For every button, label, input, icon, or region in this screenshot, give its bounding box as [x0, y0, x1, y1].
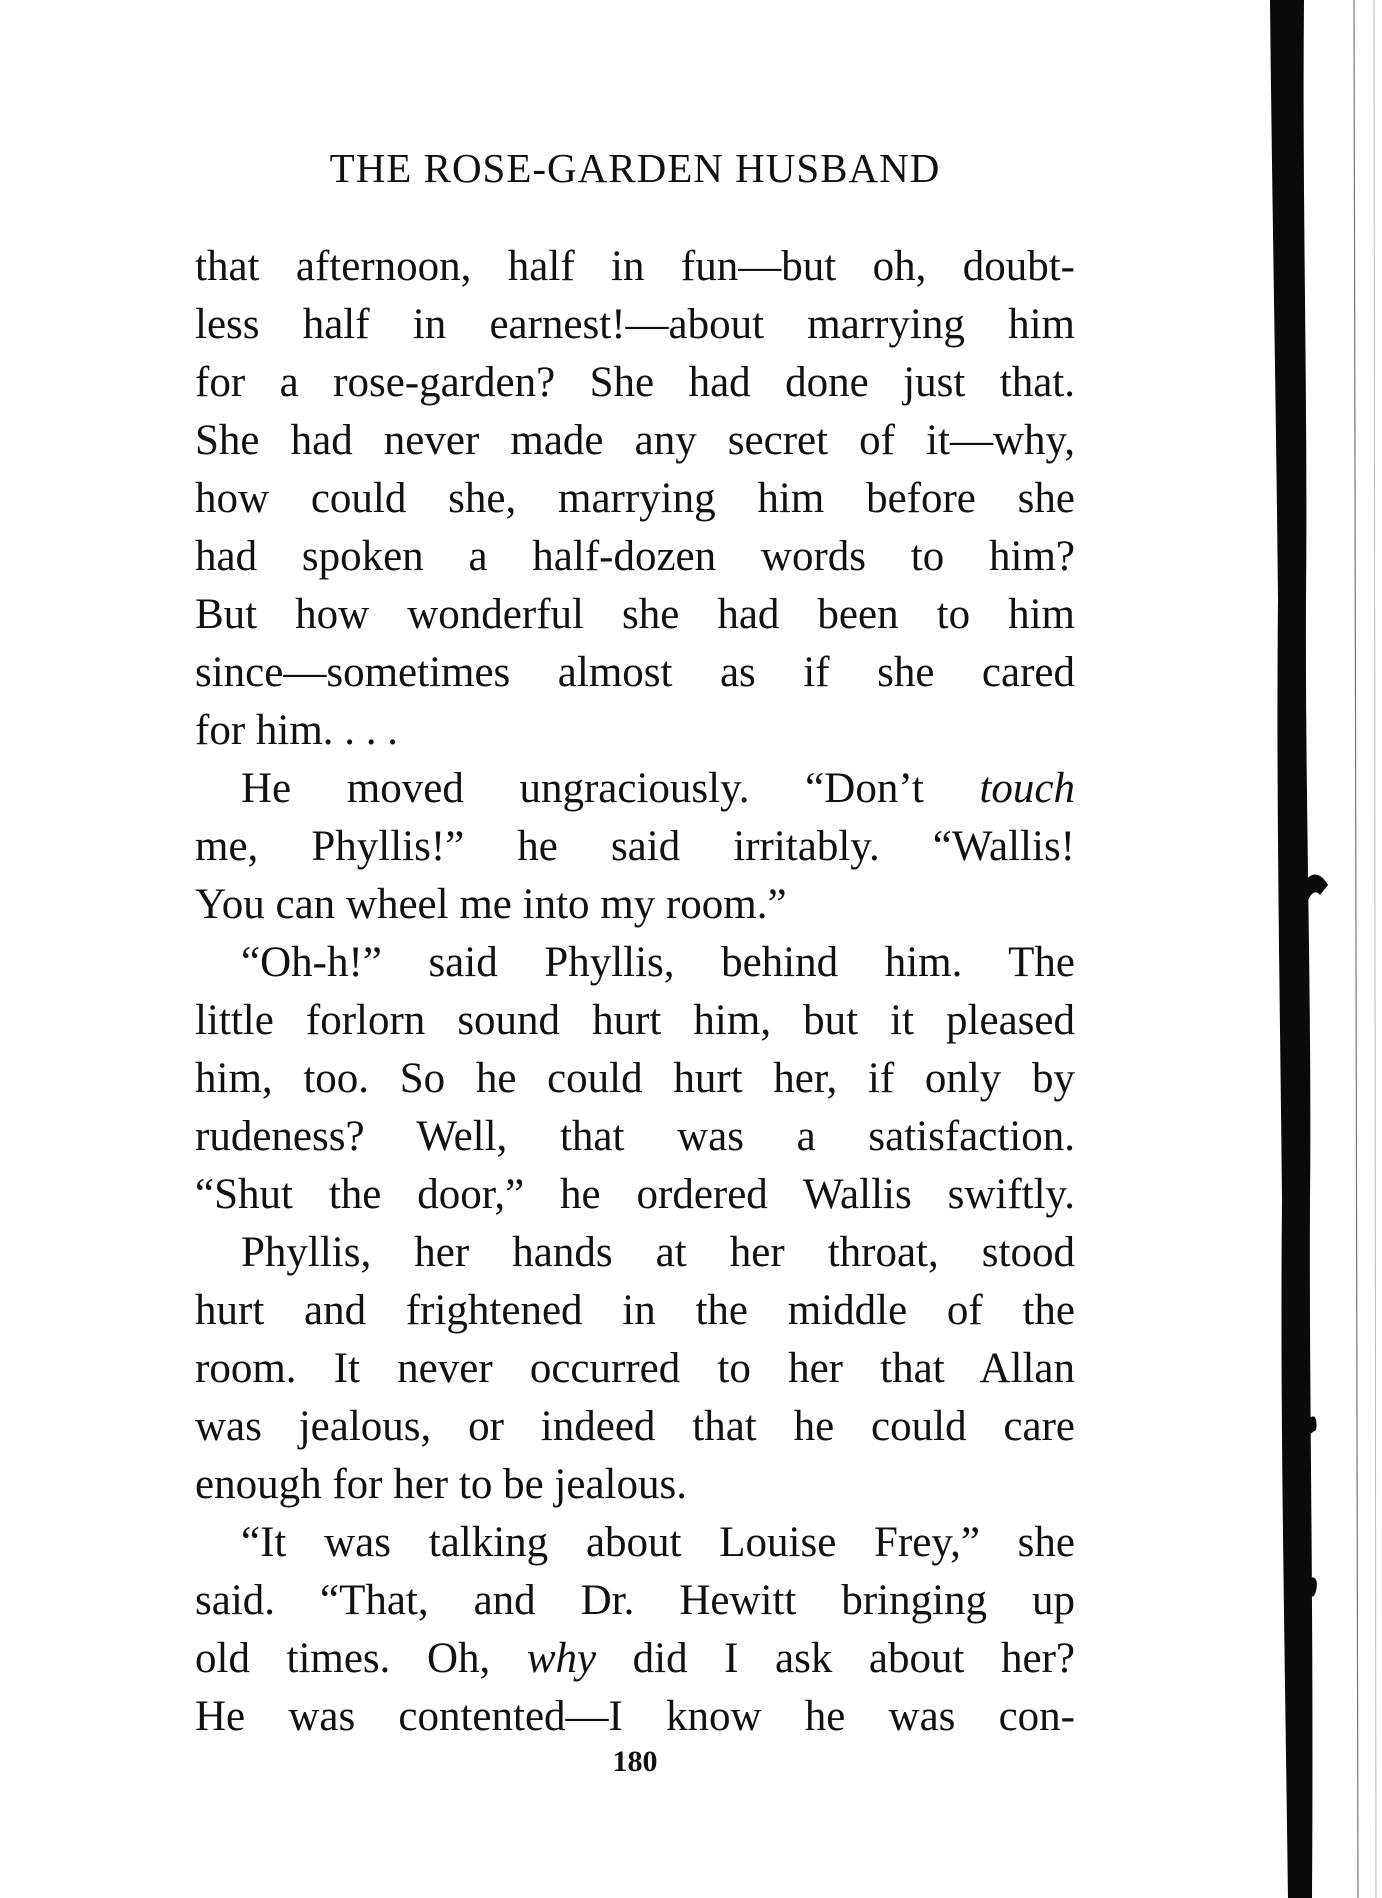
text-line — [195, 1630, 1075, 1688]
text-line — [195, 818, 1075, 876]
text-segment: Phyllis, her hands at her throat, stood — [241, 1229, 1075, 1276]
text-line — [195, 644, 1075, 702]
text-line — [195, 1050, 1075, 1108]
text-segment: But how wonderful she had been to him — [195, 591, 1075, 638]
text-line — [195, 934, 1075, 992]
text-line — [195, 354, 1075, 412]
text-segment: had spoken a half-dozen words to him? — [195, 533, 1075, 580]
text-segment: He moved ungraciously. “Don’t — [241, 765, 980, 812]
text-line — [195, 1514, 1075, 1572]
text-segment: He was contented—I know he was con- — [195, 1693, 1075, 1740]
text-segment: “Oh-h!” said Phyllis, behind him. The — [241, 939, 1075, 986]
page-number: 180 — [612, 1745, 658, 1778]
text-line — [195, 1572, 1075, 1630]
text-line — [195, 238, 1075, 296]
text-line — [195, 702, 1075, 760]
text-segment: You can wheel me into my room.” — [195, 881, 787, 928]
text-line — [195, 1108, 1075, 1166]
text-segment: little forlorn sound hurt him, but it pleased — [195, 997, 1075, 1044]
text-segment: that afternoon, half in fun—but oh, doubt- — [195, 243, 1075, 290]
text-line — [195, 470, 1075, 528]
binding-shadow — [1262, 0, 1382, 1898]
text-segment: me, Phyllis!” he said irritably. “Wallis! — [195, 823, 1075, 870]
italic-text: why — [526, 1635, 597, 1682]
text-segment: old times. Oh, — [195, 1635, 527, 1682]
text-segment: said. “That, and Dr. Hewitt bringing up — [195, 1577, 1075, 1624]
text-line — [195, 1282, 1075, 1340]
text-line — [195, 760, 1075, 818]
italic-text: touch — [979, 765, 1075, 812]
text-segment: less half in earnest!—about marrying him — [195, 301, 1075, 348]
text-line — [195, 876, 1075, 934]
text-segment: “It was talking about Louise Frey,” she — [241, 1519, 1075, 1566]
text-segment: did I ask about her? — [596, 1635, 1075, 1682]
text-segment: room. It never occurred to her that Allan — [195, 1345, 1075, 1392]
text-line — [195, 992, 1075, 1050]
text-segment: “Shut the door,” he ordered Wallis swiftly. — [195, 1171, 1075, 1218]
running-head: THE ROSE-GARDEN HUSBAND — [329, 145, 941, 191]
text-segment: for a rose-garden? She had done just that. — [195, 359, 1075, 406]
body-text — [195, 238, 1075, 1746]
text-segment: him, too. So he could hurt her, if only by — [195, 1055, 1075, 1102]
text-segment: since—sometimes almost as if she cared — [195, 649, 1075, 696]
text-line — [195, 1224, 1075, 1282]
text-segment: hurt and frightened in the middle of the — [195, 1287, 1075, 1334]
text-line — [195, 1340, 1075, 1398]
text-line — [195, 1398, 1075, 1456]
text-line — [195, 1456, 1075, 1514]
text-line — [195, 586, 1075, 644]
text-segment: She had never made any secret of it—why, — [195, 417, 1075, 464]
text-line — [195, 1688, 1075, 1746]
text-line — [195, 296, 1075, 354]
text-line — [195, 1166, 1075, 1224]
text-segment: enough for her to be jealous. — [195, 1461, 687, 1508]
text-segment: was jealous, or indeed that he could care — [195, 1403, 1075, 1450]
text-segment: for him. . . . — [195, 707, 399, 754]
text-line — [195, 528, 1075, 586]
text-segment: how could she, marrying him before she — [195, 475, 1075, 522]
text-line — [195, 412, 1075, 470]
text-segment: rudeness? Well, that was a satisfaction. — [195, 1113, 1075, 1160]
